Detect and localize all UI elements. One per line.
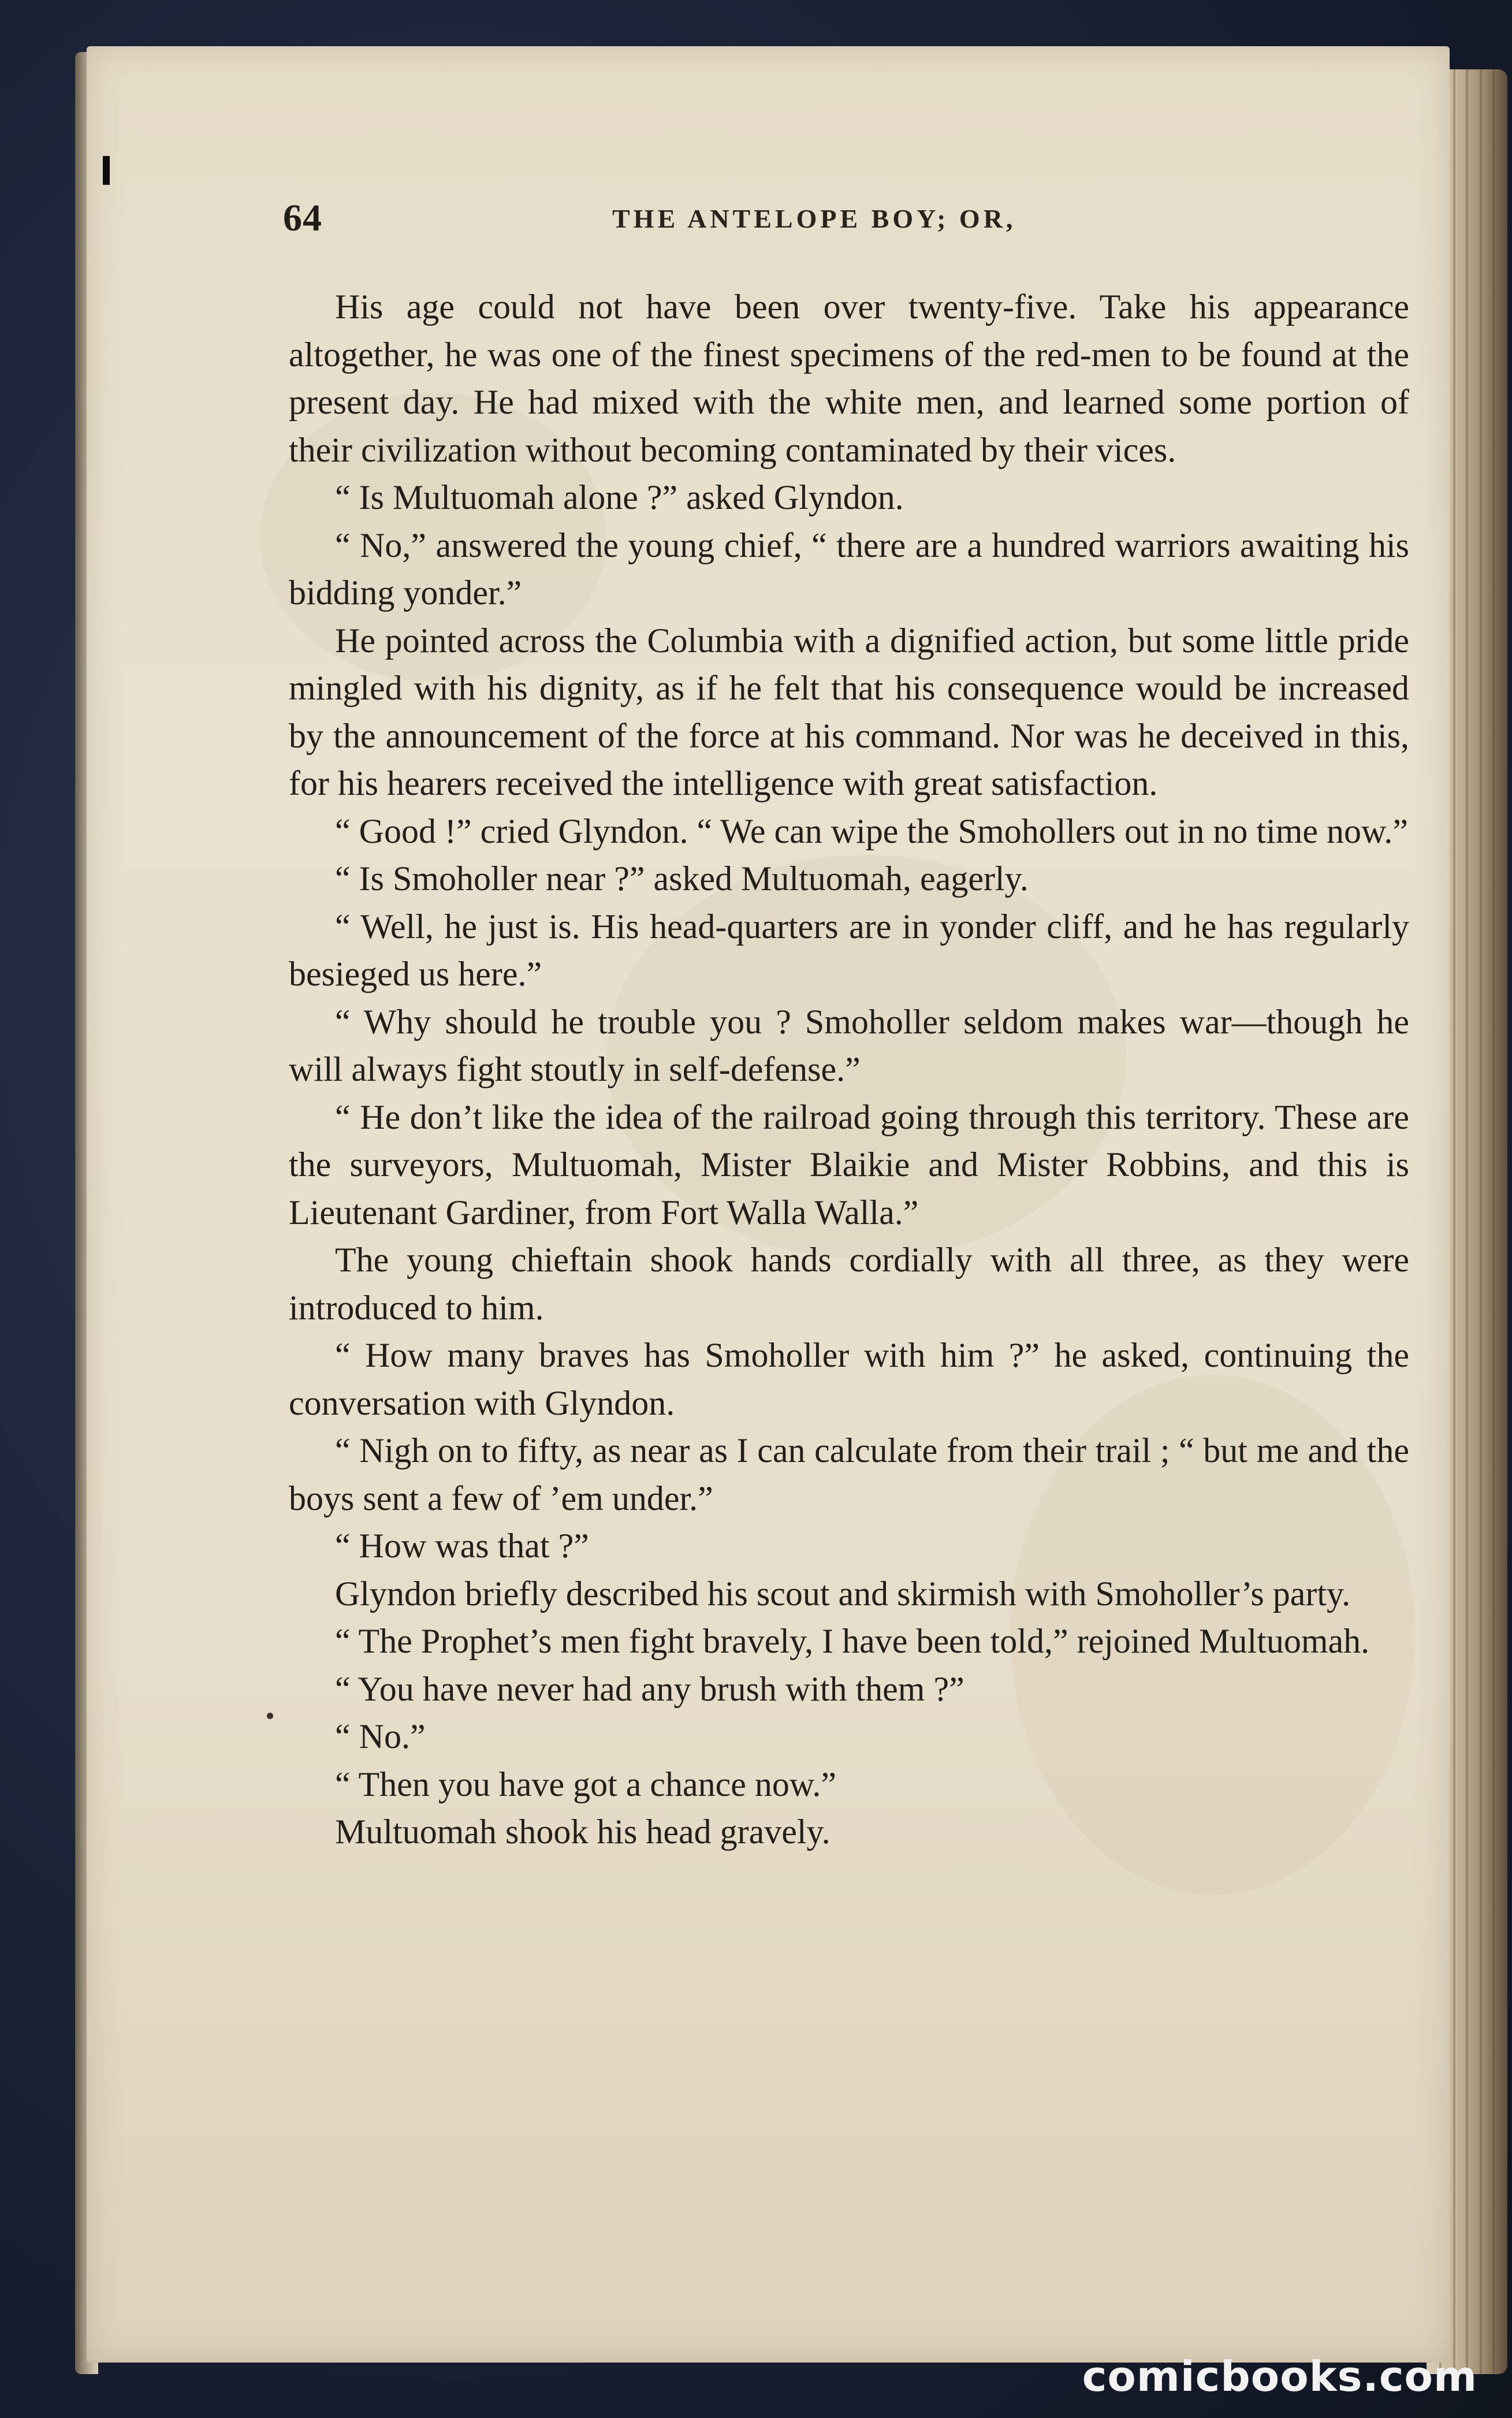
paragraph: The young chieftain shook hands cordially with all three, as they were introduced to him. [289, 1241, 1409, 1327]
paragraph: “ Good !” cried Glyndon. “ We can wipe the Smohollers out in no time now.” [335, 812, 1409, 850]
paragraph: He pointed across the Columbia with a dignified action, but some little pride mingled with his dignity, as if he felt that his consequence would be increased by the announcement of the force at his command. Nor was he deceived in this, for his hearers received the intelligence with great satisfaction. [289, 621, 1409, 802]
paragraph: “ Is Multuomah alone ?” asked Glyndon. [335, 478, 904, 516]
watermark: comicbooks.com [1082, 2352, 1477, 2401]
paragraph: “ Nigh on to fifty, as near as I can calculate from their trail ; “ but me and the boys sent a few of ’em under.” [289, 1431, 1409, 1517]
running-head: THE ANTELOPE BOY; OR, [612, 204, 1016, 233]
paragraph: “ The Prophet’s men fight bravely, I have been told,” rejoined Multuomah. [335, 1622, 1370, 1660]
paragraph: “ Is Smoholler near ?” asked Multuomah, eagerly. [335, 860, 1029, 898]
paragraph: “ Then you have got a chance now.” [335, 1765, 836, 1803]
margin-mark [103, 156, 110, 185]
page-number: 64 [283, 197, 322, 239]
paragraph: “ How many braves has Smoholler with him ?” he asked, continuing the conversation with Glyndon. [289, 1336, 1409, 1422]
paragraph: “ He don’t like the idea of the railroad going through this territory. These are the surveyors, Multuomah, Mister Blaikie and Mister Robbins, and this is Lieutenant Gardiner, from Fort Walla Walla.” [289, 1098, 1409, 1232]
page-header [196, 196, 1409, 248]
paragraph: “ How was that ?” [335, 1527, 589, 1565]
paragraph: Glyndon briefly described his scout and skirmish with Smoholler’s party. [335, 1574, 1351, 1613]
paragraph: “ Well, he just is. His head-quarters are in yonder cliff, and he has regularly besieged us here.” [289, 907, 1409, 993]
paragraph: “ Why should he trouble you ? Smoholler seldom makes war—though he will always fight stoutly in self-defense.” [289, 1002, 1409, 1088]
paragraph: “ You have never had any brush with them ?” [335, 1669, 964, 1708]
margin-speck [267, 1713, 273, 1719]
body-text [289, 283, 1409, 1856]
paragraph: “ No.” [335, 1717, 426, 1755]
paragraph: His age could not have been over twenty-five. Take his appearance altogether, he was one of the finest specimens of the red-men to be found at the present day. He had mixed with the white men, and learned some portion of their civilization without becoming contaminated by their vices. [289, 288, 1409, 469]
paragraph: “ No,” answered the young chief, “ there are a hundred warriors awaiting his bidding yonder.” [289, 526, 1409, 612]
paragraph: Multuomah shook his head gravely. [335, 1813, 831, 1851]
